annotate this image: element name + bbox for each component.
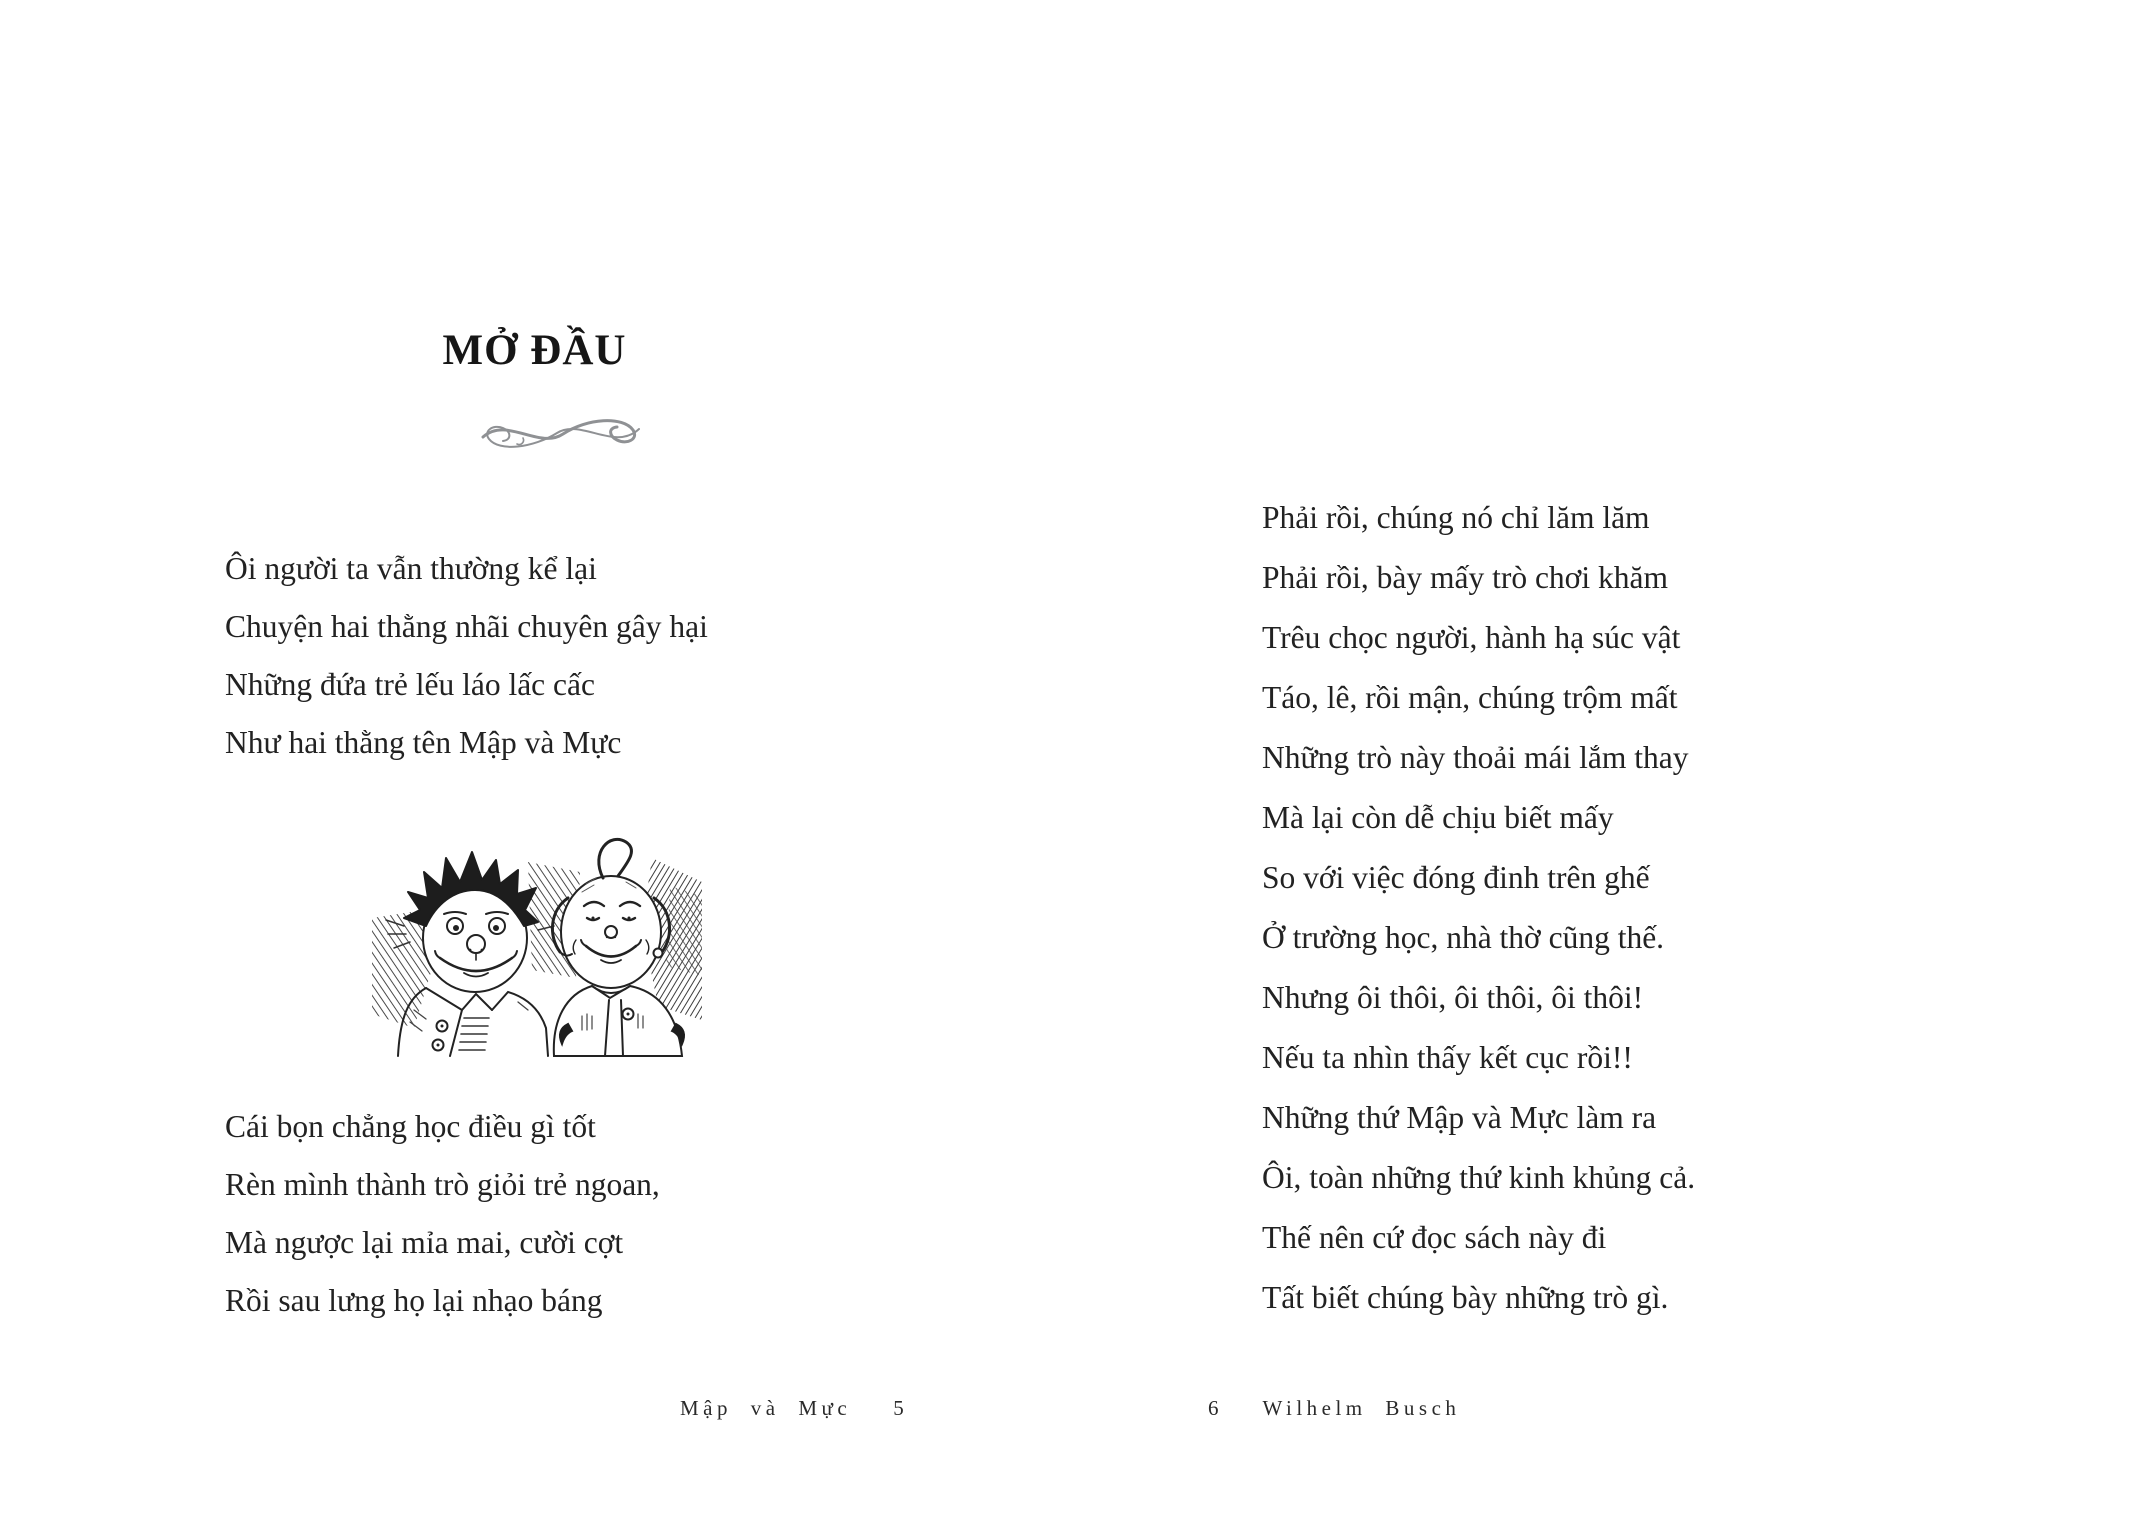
poem-line: Thế nên cứ đọc sách này đi [1262,1220,1607,1255]
stanza-opening-1 [225,540,708,772]
poem-line: Như hai thằng tên Mập và Mực [225,725,622,760]
poem-line: Rèn mình thành trò giỏi trẻ ngoan, [225,1167,660,1202]
poem-line: Cái bọn chẳng học điều gì tốt [225,1109,596,1144]
author-name: Wilhelm Busch [1262,1396,1461,1420]
poem-line: Táo, lê, rồi mận, chúng trộm mất [1262,680,1678,715]
poem-line: Mà ngược lại mỉa mai, cười cợt [225,1225,624,1260]
poem-line: Nhưng ôi thôi, ôi thôi, ôi thôi! [1262,980,1644,1015]
poem-line: Phải rồi, chúng nó chỉ lăm lăm [1262,500,1650,535]
running-title: Mập và Mực [680,1396,852,1420]
poem-line: Trêu chọc người, hành hạ súc vật [1262,620,1681,655]
page-number-left: 5 [893,1396,904,1420]
poem-line: Ôi người ta vẫn thường kể lại [225,551,597,586]
poem-line: Những thứ Mập và Mực làm ra [1262,1100,1657,1135]
stanza-opening-2 [225,1098,660,1330]
poem-line: Phải rồi, bày mấy trò chơi khăm [1262,560,1668,595]
poem-line: Tất biết chúng bày những trò gì. [1262,1280,1669,1315]
footer-right [1208,1396,1460,1421]
flourish-ornament-icon [477,412,645,454]
chapter-title: MỞ ĐẦU [442,327,627,374]
poem-line: Những đứa trẻ lếu láo lấc cấc [225,667,595,702]
poem-line: Ở trường học, nhà thờ cũng thế. [1262,920,1665,955]
poem-line: Rồi sau lưng họ lại nhạo báng [225,1283,603,1318]
poem-line: Những trò này thoải mái lắm thay [1262,740,1689,775]
stanza-opening-3 [1262,488,1695,1328]
two-boys-illustration [370,826,704,1058]
footer-left [680,1396,904,1421]
poem-line: So với việc đóng đinh trên ghế [1262,860,1650,895]
poem-line: Ôi, toàn những thứ kinh khủng cả. [1262,1160,1696,1195]
poem-line: Nếu ta nhìn thấy kết cục rồi!! [1262,1040,1633,1075]
poem-line: Mà lại còn dễ chịu biết mấy [1262,800,1614,835]
poem-line: Chuyện hai thằng nhãi chuyên gây hại [225,609,708,644]
page-number-right: 6 [1208,1396,1219,1420]
